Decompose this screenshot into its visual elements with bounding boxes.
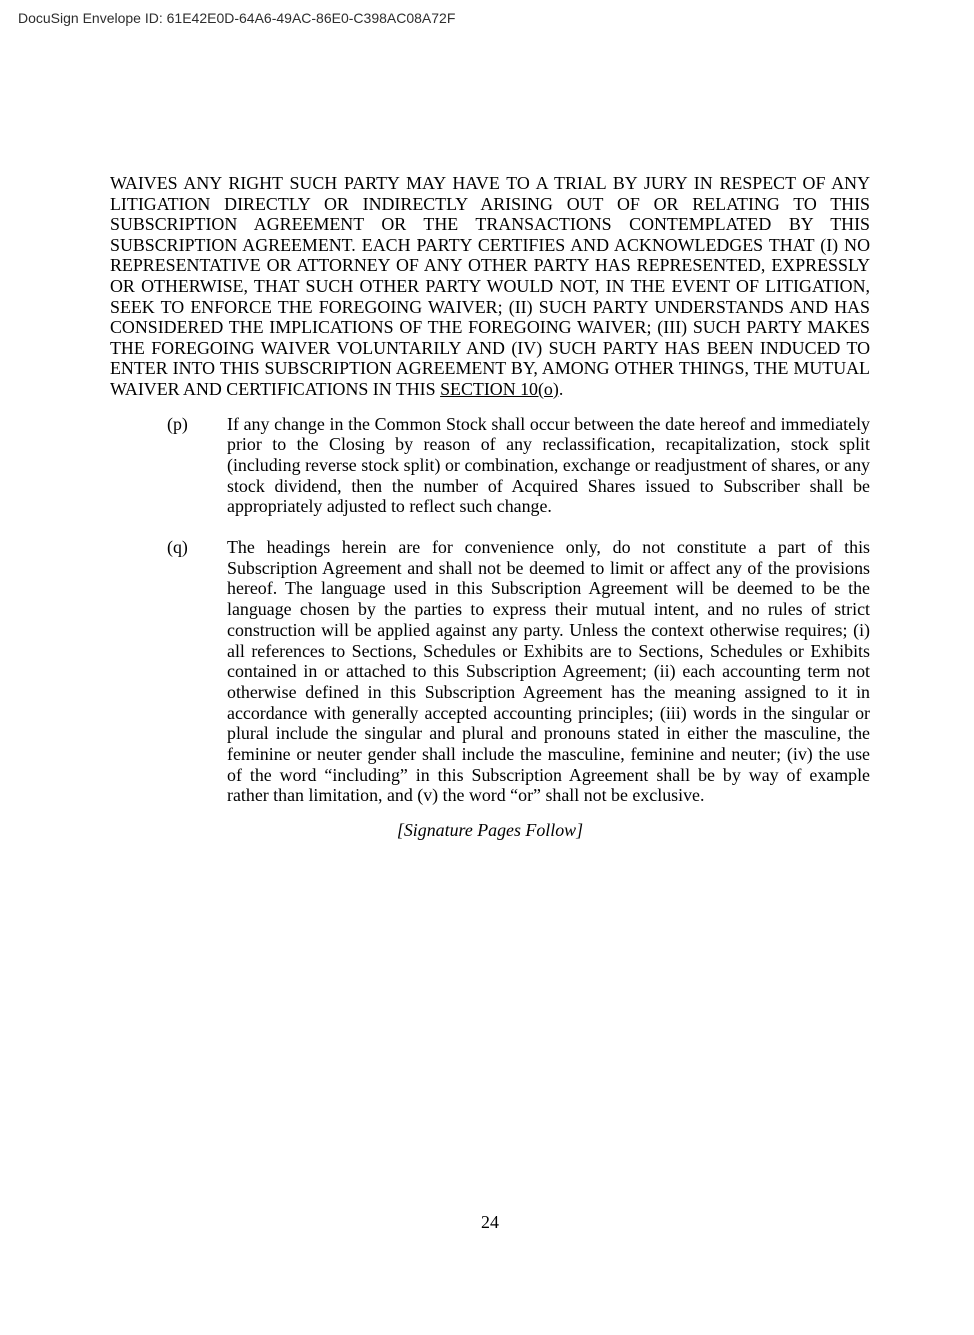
clause-q-text: The headings herein are for convenience only, do not constitute a part of this Subscription Agreement and shall not be deemed to limit or affect any of the provisions hereof. The language used in this Subscription Agreement will be deemed to be the language chosen by the parties to express their mutual intent, and no rules of strict construction will be applied against any party. Unless the context otherwise requires; (i) all references to Sections, Schedules or Exhibits are to Sections, Schedules or Exhibits contained in or attached to this Subscription Agreement; (ii) each accounting term not otherwise defined in this Subscription Agreement has the meaning assigned to it in accordance with generally accepted accounting principles; (iii) words in the singular or plural include the singular and plural and pronouns stated in either the masculine, the feminine or neuter gender shall include the masculine, feminine and neuter; (iv) the use of the word “including” in this Subscription Agreement shall be by way of example rather than limitation, and (v) the word “or” shall not be exclusive.	[227, 537, 870, 806]
clause-p-text: If any change in the Common Stock shall occur between the date hereof and immediately prior to the Closing by reason of any reclassification, recapitalization, stock split (including reverse stock split) or combination, exchange or readjustment of shares, or any stock dividend, then the number of Acquired Shares issued to Subscriber shall be appropriately adjusted to reflect such change.	[227, 413, 870, 517]
signature-pages-note: [Signature Pages Follow]	[396, 820, 584, 841]
clause-q	[110, 537, 870, 806]
clause-q-label: (q)	[167, 537, 188, 558]
section-10o-reference: SECTION 10(o)	[440, 378, 559, 399]
jury-waiver-paragraph	[110, 173, 870, 400]
waiver-paragraph-text: WAIVES ANY RIGHT SUCH PARTY MAY HAVE TO A TRIAL BY JURY IN RESPECT OF ANY LITIGATION DIRECTLY OR INDIRECTLY ARISING OUT OF OR RELATING TO THIS SUBSCRIPTION AGREEMENT OR THE TRANSACTIONS CONTEMPLATED BY THIS SUBSCRIPTION AGREEMENT. EACH PARTY CERTIFIES AND ACKNOWLEDGES THAT (I) NO REPRESENTATIVE OR ATTORNEY OF ANY OTHER PARTY HAS REPRESENTED, EXPRESSLY OR OTHERWISE, THAT SUCH OTHER PARTY WOULD NOT, IN THE EVENT OF LITIGATION, SEEK TO ENFORCE THE FOREGOING WAIVER; (II) SUCH PARTY UNDERSTANDS AND HAS CONSIDERED THE IMPLICATIONS OF THE FOREGOING WAIVER; (III) SUCH PARTY MAKES THE FOREGOING WAIVER VOLUNTARILY AND (IV) SUCH PARTY HAS BEEN INDUCED TO ENTER INTO THIS SUBSCRIPTION AGREEMENT BY, AMONG OTHER THINGS, THE MUTUAL WAIVER AND CERTIFICATIONS IN THIS	[110, 173, 870, 399]
document-body	[110, 173, 870, 841]
waiver-paragraph-period: .	[558, 378, 564, 399]
clause-p	[110, 414, 870, 518]
clause-p-label: (p)	[167, 413, 188, 434]
page-number: 24	[481, 1212, 499, 1232]
docusign-envelope-id: DocuSign Envelope ID: 61E42E0D-64A6-49AC-86E0-C398AC08A72F	[18, 10, 456, 26]
